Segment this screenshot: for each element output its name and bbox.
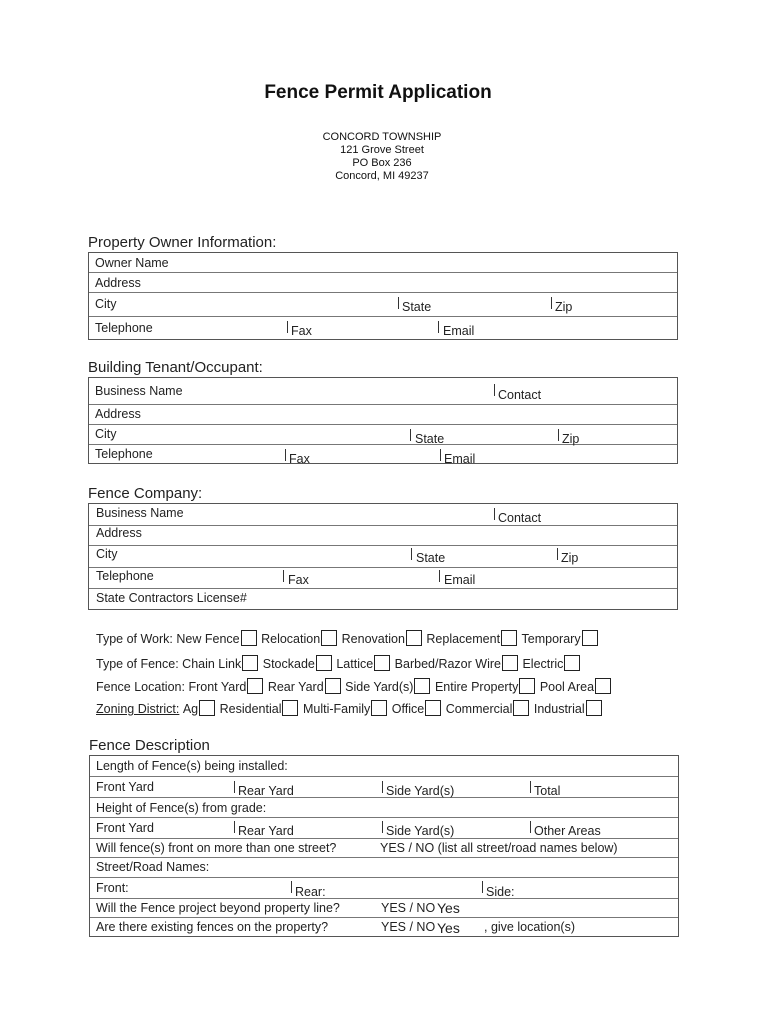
owner-heading: Property Owner Information: [88, 234, 277, 251]
checkbox-industrial[interactable] [586, 700, 602, 716]
checkbox-chain-link[interactable] [242, 655, 258, 671]
question-existing-fences: Are there existing fences on the property? [96, 920, 329, 934]
description-heading: Fence Description [89, 737, 210, 754]
street-names-label: Street/Road Names: [96, 860, 210, 874]
owner-state-field[interactable]: State [402, 300, 432, 314]
answer-existing-fences-options: YES / NO [381, 920, 436, 934]
option-residential: Residential [220, 700, 300, 716]
owner-name-field[interactable]: Owner Name [95, 256, 169, 270]
length-label: Length of Fence(s) being installed: [96, 759, 288, 773]
owner-city-field[interactable]: City [95, 297, 117, 311]
checkbox-replacement[interactable] [501, 630, 517, 646]
tenant-city-field[interactable]: City [95, 427, 117, 441]
question-beyond-line: Will the Fence project beyond property line? [96, 901, 340, 915]
checkbox-entire-property[interactable] [519, 678, 535, 694]
option-front-yard: Front Yard [188, 678, 264, 694]
option-chain-link: Chain Link [182, 655, 259, 671]
tenant-email-field[interactable]: Email [444, 452, 476, 466]
option-side-yards: Side Yard(s) [345, 678, 431, 694]
owner-telephone-field[interactable]: Telephone [95, 321, 153, 335]
height-other-areas-field[interactable]: Other Areas [534, 824, 601, 838]
company-address-field[interactable]: Address [96, 526, 142, 540]
checkbox-pool-area[interactable] [595, 678, 611, 694]
fence-location-label: Fence Location: [96, 680, 185, 694]
tenant-state-field[interactable]: State [415, 432, 445, 446]
type-of-fence-label: Type of Fence: [96, 657, 179, 671]
type-of-work-label: Type of Work: [96, 632, 173, 646]
option-pool-area: Pool Area [540, 678, 612, 694]
length-side-yards-field[interactable]: Side Yard(s) [386, 784, 455, 798]
option-new-fence: New Fence [176, 630, 257, 646]
checkbox-commercial[interactable] [513, 700, 529, 716]
checkbox-rear-yard[interactable] [325, 678, 341, 694]
tenant-fax-field[interactable]: Fax [289, 452, 310, 466]
company-state-field[interactable]: State [416, 551, 446, 565]
company-license-field[interactable]: State Contractors License# [96, 591, 247, 605]
owner-zip-field[interactable]: Zip [555, 300, 573, 314]
street-side-field[interactable]: Side: [486, 885, 515, 899]
type-of-work-row [96, 630, 599, 646]
height-rear-yard-field[interactable]: Rear Yard [238, 824, 294, 838]
option-rear-yard: Rear Yard [268, 678, 342, 694]
company-contact-field[interactable]: Contact [498, 511, 542, 525]
tenant-contact-field[interactable]: Contact [498, 388, 542, 402]
tenant-zip-field[interactable]: Zip [562, 432, 580, 446]
option-lattice: Lattice [336, 655, 391, 671]
owner-section [88, 252, 678, 340]
length-total-field[interactable]: Total [534, 784, 561, 798]
option-multi-family: Multi-Family [303, 700, 388, 716]
checkbox-front-yard[interactable] [247, 678, 263, 694]
tenant-heading: Building Tenant/Occupant: [88, 359, 263, 376]
township-name: CONCORD TOWNSHIP [322, 131, 442, 143]
option-commercial: Commercial [446, 700, 531, 716]
company-telephone-field[interactable]: Telephone [96, 569, 154, 583]
township-pobox: PO Box 236 [352, 157, 412, 169]
option-electric: Electric [522, 655, 581, 671]
company-email-field[interactable]: Email [444, 573, 476, 587]
option-entire-property: Entire Property [435, 678, 536, 694]
option-temporary: Temporary [522, 630, 599, 646]
height-side-yards-field[interactable]: Side Yard(s) [386, 824, 455, 838]
checkbox-stockade[interactable] [316, 655, 332, 671]
tenant-telephone-field[interactable]: Telephone [95, 447, 153, 461]
option-renovation: Renovation [342, 630, 423, 646]
checkbox-office[interactable] [425, 700, 441, 716]
option-replacement: Replacement [426, 630, 518, 646]
length-rear-yard-field[interactable]: Rear Yard [238, 784, 294, 798]
company-heading: Fence Company: [88, 485, 203, 502]
checkbox-side-yards[interactable] [414, 678, 430, 694]
checkbox-relocation[interactable] [321, 630, 337, 646]
owner-email-field[interactable]: Email [443, 324, 475, 338]
zoning-district-row [96, 700, 603, 716]
fence-location-row [96, 678, 612, 694]
street-front-field[interactable]: Front: [96, 881, 129, 895]
checkbox-ag[interactable] [199, 700, 215, 716]
answer-beyond-line-options: YES / NO [381, 901, 436, 915]
answer-multiple-streets[interactable]: YES / NO (list all street/road names below) [380, 841, 618, 855]
option-relocation: Relocation [261, 630, 338, 646]
checkbox-lattice[interactable] [374, 655, 390, 671]
type-of-fence-row [96, 655, 581, 671]
company-city-field[interactable]: City [96, 547, 118, 561]
tenant-business-field[interactable]: Business Name [95, 384, 183, 398]
option-barbed-wire: Barbed/Razor Wire [395, 655, 519, 671]
checkbox-residential[interactable] [282, 700, 298, 716]
option-ag: Ag [183, 700, 216, 716]
height-label: Height of Fence(s) from grade: [96, 801, 267, 815]
owner-fax-field[interactable]: Fax [291, 324, 312, 338]
option-stockade: Stockade [263, 655, 333, 671]
company-zip-field[interactable]: Zip [561, 551, 579, 565]
height-front-yard-field[interactable]: Front Yard [96, 821, 154, 835]
option-office: Office [392, 700, 442, 716]
company-business-field[interactable]: Business Name [96, 506, 184, 520]
tenant-address-field[interactable]: Address [95, 407, 141, 421]
give-location-field[interactable]: , give location(s) [484, 920, 576, 934]
option-industrial: Industrial [534, 700, 603, 716]
street-rear-field[interactable]: Rear: [295, 885, 326, 899]
checkbox-new-fence[interactable] [241, 630, 257, 646]
checkbox-renovation[interactable] [406, 630, 422, 646]
checkbox-electric[interactable] [564, 655, 580, 671]
owner-address-field[interactable]: Address [95, 276, 141, 290]
length-front-yard-field[interactable]: Front Yard [96, 780, 154, 794]
zoning-district-label: Zoning District: [96, 702, 180, 716]
checkbox-barbed-wire[interactable] [502, 655, 518, 671]
answer-beyond-line-value[interactable]: Yes [437, 900, 460, 916]
township-street: 121 Grove Street [340, 144, 424, 156]
page-title: Fence Permit Application [264, 82, 492, 103]
checkbox-temporary[interactable] [582, 630, 598, 646]
answer-existing-fences-value[interactable]: Yes [437, 920, 460, 936]
company-fax-field[interactable]: Fax [288, 573, 309, 587]
question-multiple-streets: Will fence(s) front on more than one street? [96, 841, 337, 855]
checkbox-multi-family[interactable] [371, 700, 387, 716]
township-city: Concord, MI 49237 [335, 170, 429, 182]
